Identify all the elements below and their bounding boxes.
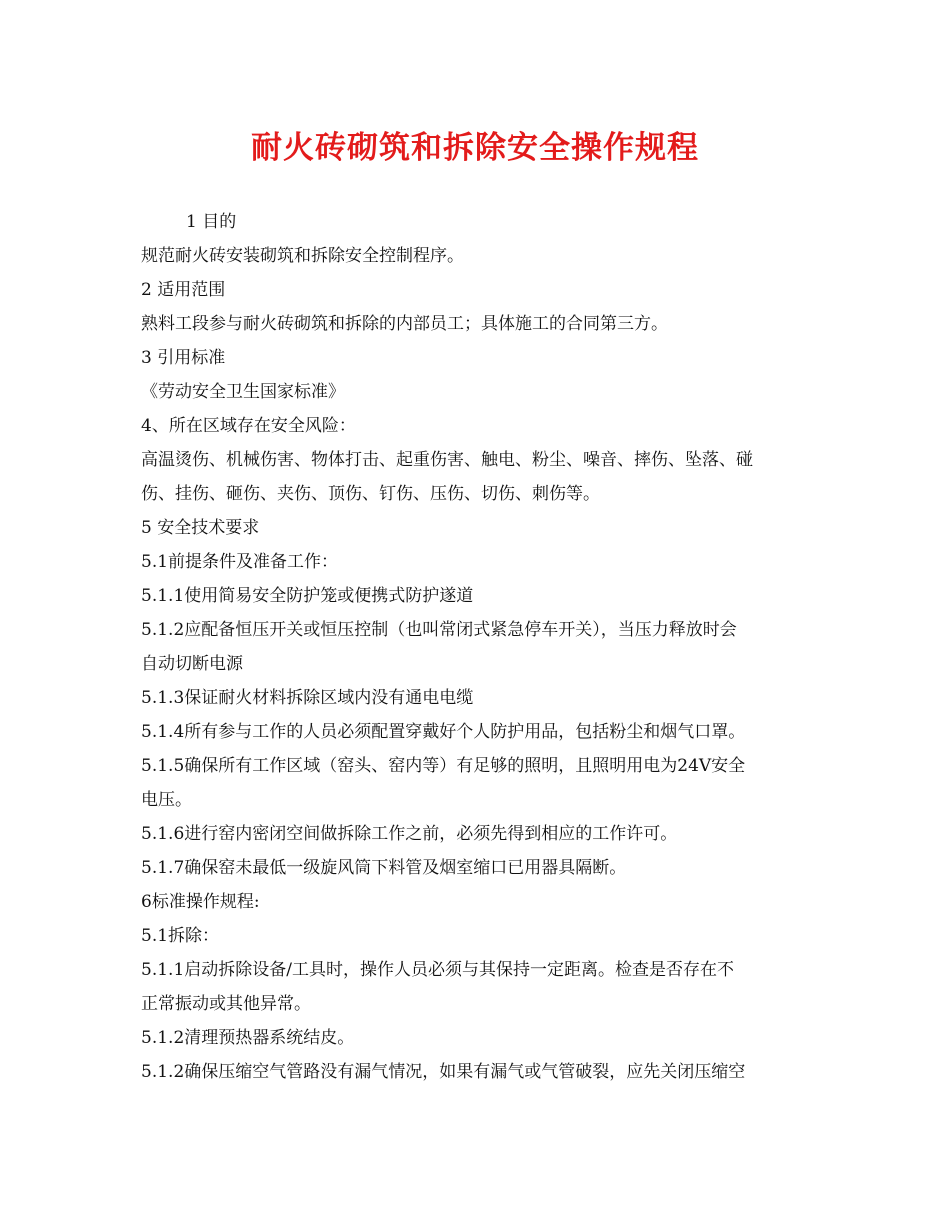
list-item: 5.1.2清理预热器系统结皮。 <box>141 1028 355 1048</box>
section-heading-procedures: 6标准操作规程: <box>141 892 260 912</box>
subsection-heading: 5.1拆除： <box>141 926 220 946</box>
paragraph: 《劳动安全卫生国家标准》 <box>141 382 345 402</box>
list-item: 5.1.1使用简易安全防护笼或便携式防护遂道 <box>141 586 474 606</box>
list-item: 5.1.5确保所有工作区域（窑头、窑内等）有足够的照明，且照明用电为24V安全 <box>141 756 746 776</box>
section-heading-purpose: 1 目的 <box>186 212 237 232</box>
list-item: 5.1.1启动拆除设备/工具时，操作人员必须与其保持一定距离。检查是否存在不 <box>141 960 734 980</box>
document-title: 耐火砖砌筑和拆除安全操作规程 <box>251 130 699 166</box>
paragraph: 伤、挂伤、砸伤、夹伤、顶伤、钉伤、压伤、切伤、刺伤等。 <box>141 484 600 504</box>
section-heading-scope: 2 适用范围 <box>141 280 226 300</box>
list-item: 5.1.2应配备恒压开关或恒压控制（也叫常闭式紧急停车开关），当压力释放时会 <box>141 620 737 640</box>
paragraph: 熟料工段参与耐火砖砌筑和拆除的内部员工；具体施工的合同第三方。 <box>141 314 668 334</box>
paragraph: 高温烫伤、机械伤害、物体打击、起重伤害、触电、粉尘、噪音、摔伤、坠落、碰 <box>141 450 753 470</box>
document-body <box>141 205 821 1089</box>
list-item: 5.1.4所有参与工作的人员必须配置穿戴好个人防护用品，包括粉尘和烟气口罩。 <box>141 722 746 742</box>
list-item: 5.1.2确保压缩空气管路没有漏气情况，如果有漏气或气管破裂，应先关闭压缩空 <box>141 1062 746 1082</box>
list-item: 5.1.7确保窑未最低一级旋风筒下料管及烟室缩口已用器具隔断。 <box>141 858 627 878</box>
section-heading-safety-requirements: 5 安全技术要求 <box>141 518 260 538</box>
subsection-heading: 5.1前提条件及准备工作： <box>141 552 339 572</box>
section-heading-risks: 4、所在区域存在安全风险： <box>141 416 356 436</box>
list-item-continuation: 电压。 <box>141 790 192 810</box>
list-item: 5.1.6进行窑内密闭空间做拆除工作之前，必须先得到相应的工作许可。 <box>141 824 678 844</box>
section-heading-references: 3 引用标准 <box>141 348 226 368</box>
paragraph: 规范耐火砖安装砌筑和拆除安全控制程序。 <box>141 246 464 266</box>
list-item-continuation: 正常振动或其他异常。 <box>141 994 311 1014</box>
list-item: 5.1.3保证耐火材料拆除区域内没有通电电缆 <box>141 688 474 708</box>
list-item-continuation: 自动切断电源 <box>141 654 243 674</box>
